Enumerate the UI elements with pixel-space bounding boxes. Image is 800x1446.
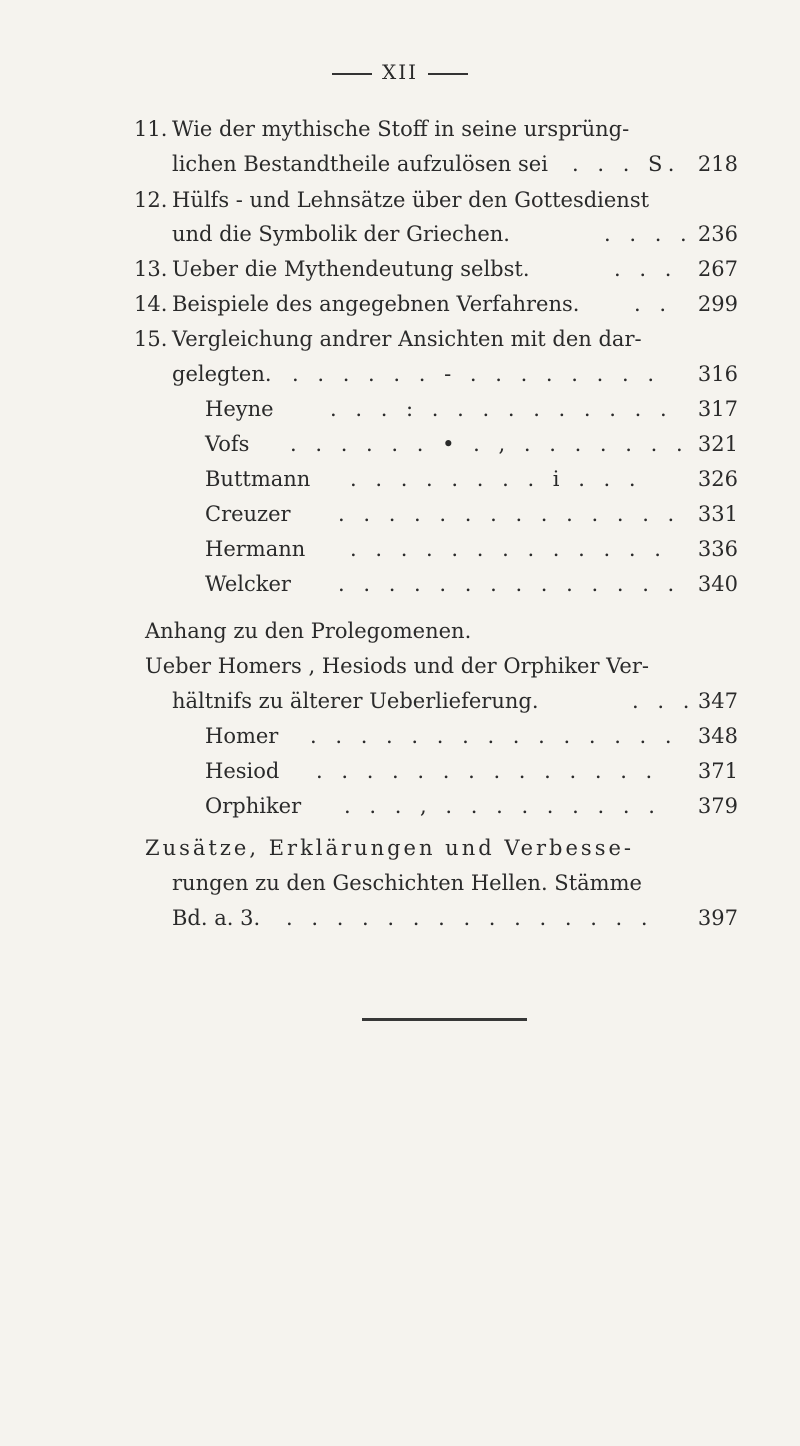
page-number: 267 xyxy=(697,257,738,281)
page-number: 336 xyxy=(697,537,738,561)
page-number: 299 xyxy=(697,292,738,316)
author-name: Vofs xyxy=(205,432,250,456)
leader-dots: . . . . . . . . . . . . . . xyxy=(338,502,681,526)
leader-dots: . . . . . . . . . . . . . xyxy=(350,537,667,561)
entry-number: 11. xyxy=(134,117,168,141)
appendix-item-name: Hesiod xyxy=(205,759,280,783)
page-number: 340 xyxy=(697,572,738,596)
supplement-volume: Bd. a. 3. xyxy=(172,906,261,930)
supplement-title-cont: rungen zu den Geschichten Hellen. Stämme xyxy=(172,871,642,895)
page-number: 347 xyxy=(697,689,738,713)
entry-title: Ueber die Mythendeutung selbst. xyxy=(172,257,530,281)
leader-dots: . . xyxy=(634,292,673,316)
page-number: 321 xyxy=(697,432,738,456)
entry-title-cont: lichen Bestandtheile aufzulösen sei xyxy=(172,152,548,176)
appendix-item-name: Homer xyxy=(205,724,279,748)
page-number: 379 xyxy=(697,794,738,818)
leader-dots: . . . . xyxy=(604,222,693,246)
leader-dots: . . . xyxy=(614,257,678,281)
appendix-entry-title-cont: hältnifs zu älterer Ueberlieferung. xyxy=(172,689,539,713)
leader-dots: . . . , . . . . . . . . . xyxy=(344,794,661,818)
page-roman-number: XII xyxy=(381,60,419,84)
page-number: 397 xyxy=(697,906,738,930)
author-name: Heyne xyxy=(205,397,274,421)
entry-number: 12. xyxy=(134,188,168,212)
leader-dots: . . . S. xyxy=(572,152,681,176)
page-number: 236 xyxy=(697,222,738,246)
page-number: 326 xyxy=(697,467,738,491)
leader-dots: . . . . . . . . . . . . . . . xyxy=(310,724,678,748)
header-dash-right xyxy=(428,73,468,75)
page-number: 331 xyxy=(697,502,738,526)
entry-number: 13. xyxy=(134,257,168,281)
entry-title: Vergleichung andrer Ansichten mit den dar- xyxy=(172,327,642,351)
leader-dots: . . . xyxy=(632,689,696,713)
leader-dots: . . . . . . . . . . . . . . xyxy=(338,572,681,596)
page-number: 316 xyxy=(697,362,738,386)
leader-dots: . . . : . . . . . . . . . . xyxy=(330,397,673,421)
leader-dots: . . . . . . • . , . . . . . . . xyxy=(290,432,689,456)
entry-title-cont: gelegten. xyxy=(172,362,272,386)
page-number: 348 xyxy=(697,724,738,748)
supplement-title: Zusätze, Erklärungen und Verbesse- xyxy=(145,836,635,860)
header-dash-left xyxy=(332,73,372,75)
author-name: Hermann xyxy=(205,537,306,561)
author-name: Creuzer xyxy=(205,502,291,526)
decorative-rule xyxy=(362,1018,527,1021)
leader-dots: . . . . . . . . . . . . . . xyxy=(316,759,659,783)
page-number: 371 xyxy=(697,759,738,783)
author-name: Buttmann xyxy=(205,467,311,491)
entry-number: 14. xyxy=(134,292,168,316)
appendix-title: Anhang zu den Prolegomenen. xyxy=(145,619,472,643)
entry-number: 15. xyxy=(134,327,168,351)
entry-title: Beispiele des angegebnen Verfahrens. xyxy=(172,292,580,316)
page-number: 317 xyxy=(697,397,738,421)
leader-dots: . . . . . . . . . . . . . . . xyxy=(286,906,654,930)
author-name: Welcker xyxy=(205,572,291,596)
page-number: 218 xyxy=(697,152,738,176)
page-header xyxy=(0,60,800,84)
appendix-item-name: Orphiker xyxy=(205,794,302,818)
entry-title: Wie der mythische Stoff in seine ursprüng- xyxy=(172,117,630,141)
appendix-entry-title: Ueber Homers , Hesiods und der Orphiker Ver- xyxy=(145,654,649,678)
entry-title: Hülfs - und Lehnsätze über den Gottesdienst xyxy=(172,188,650,212)
leader-dots: . . . . . . - . . . . . . . . xyxy=(292,362,661,386)
entry-title-cont: und die Symbolik der Griechen. xyxy=(172,222,510,246)
leader-dots: . . . . . . . . i . . . xyxy=(350,467,642,491)
